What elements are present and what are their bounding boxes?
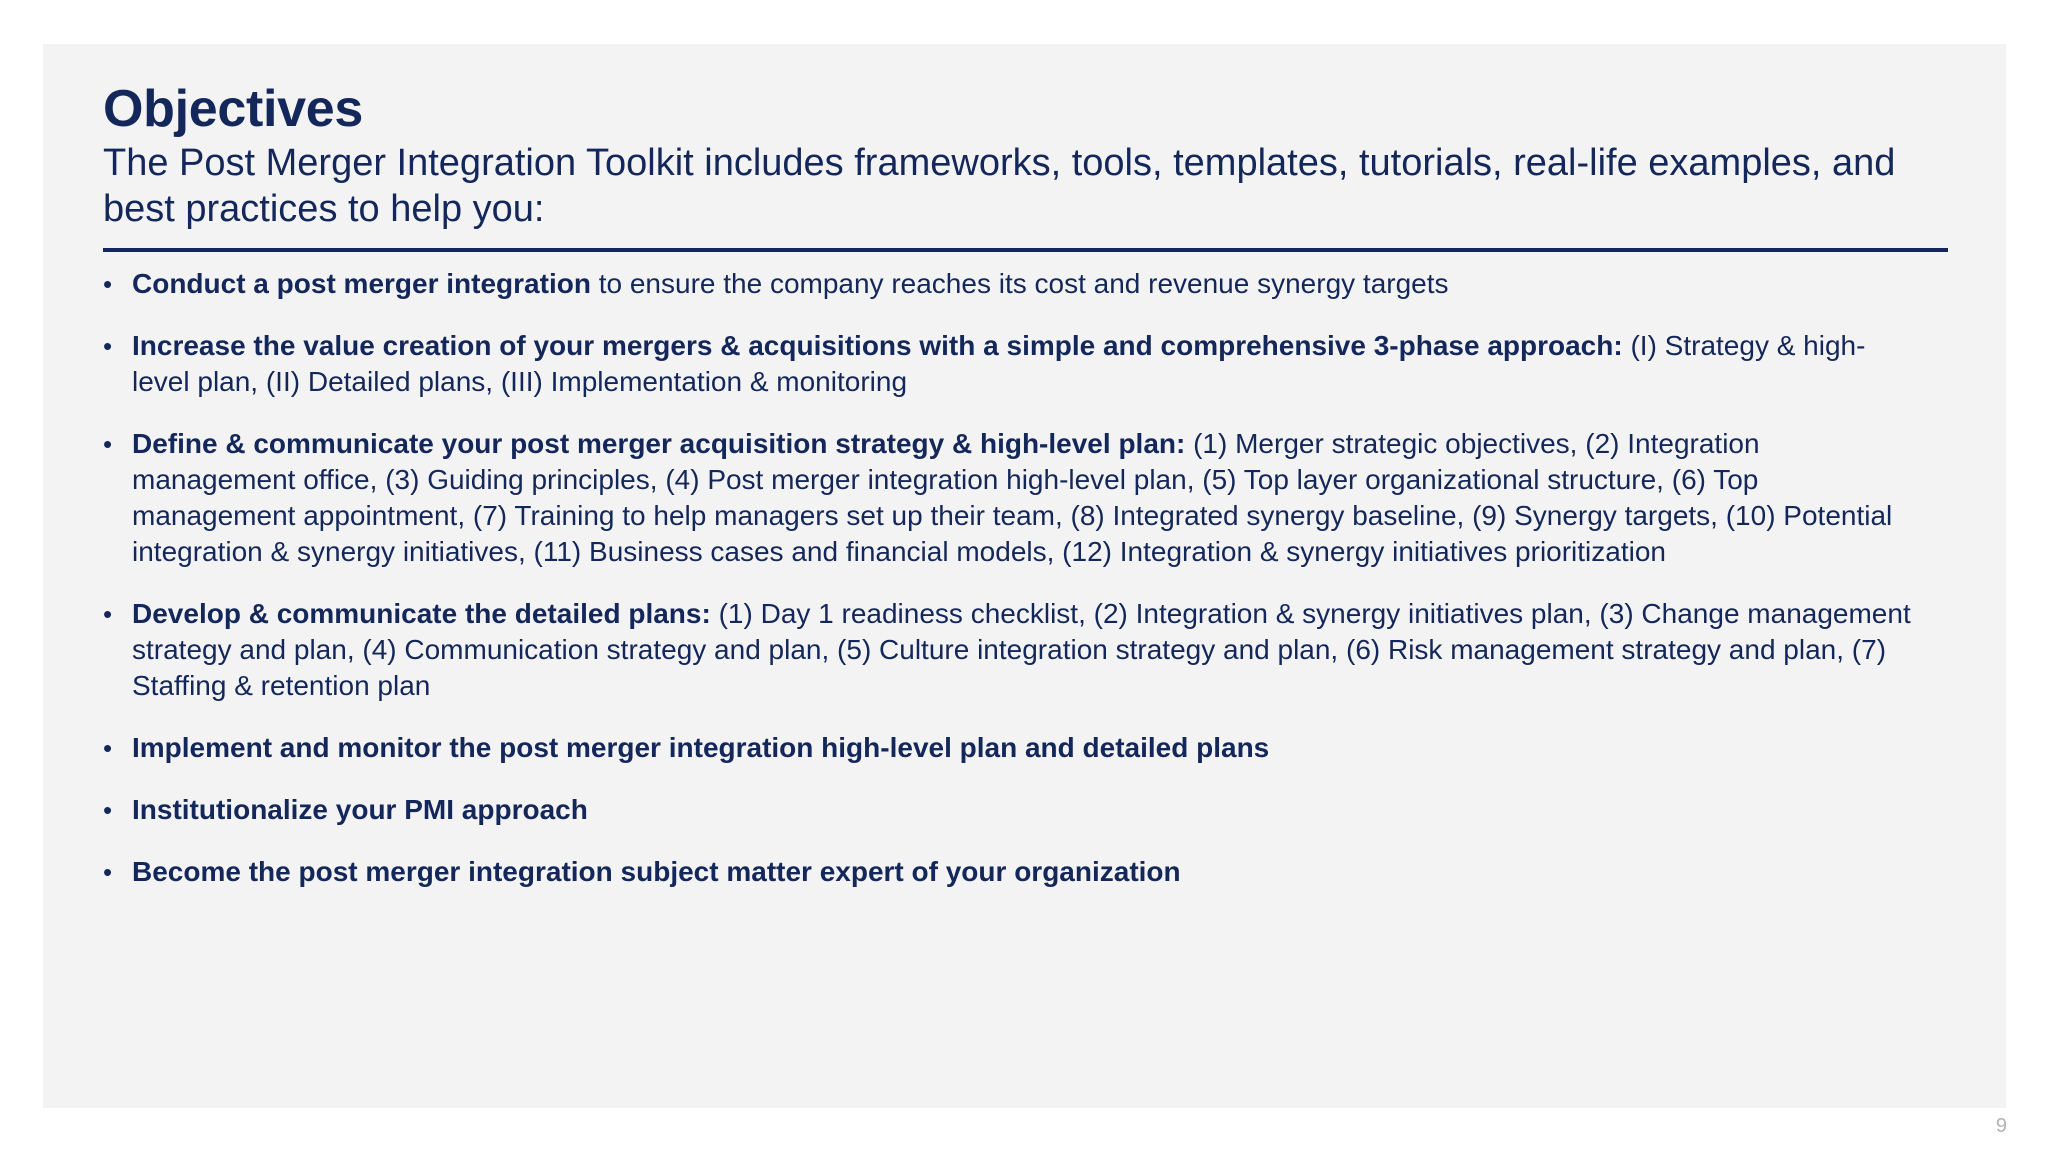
slide-subtitle: The Post Merger Integration Toolkit includes frameworks, tools, templates, tutorials, real-life examples, and best practices to help you: xyxy=(103,142,1896,230)
bullet-bold-text: Define & communicate your post merger acquisition strategy & high-level plan: xyxy=(132,428,1186,459)
list-item xyxy=(103,792,1923,828)
bullet-text: (1) Day 1 readiness checklist, (2) Integration & synergy initiatives plan, (3) Change management strategy and plan, (4) Communication strategy and plan, (5) Culture integration strategy and plan, (6) Risk management strategy and plan, (7) Staffing & retention plan xyxy=(132,598,1911,701)
list-item xyxy=(103,854,1923,890)
bullet-text: to ensure the company reaches its cost and revenue synergy targets xyxy=(590,268,1449,299)
slide-header xyxy=(103,78,1951,232)
list-item xyxy=(103,426,1923,570)
list-item xyxy=(103,328,1923,400)
bullet-text: (1) Merger strategic objectives, (2) Integration management office, (3) Guiding principles, (4) Post merger integration high-level plan, (5) Top layer organizational structure, (6) Top management appointment, (7) Training to help managers set up their team, (8) Integrated synergy baseline, (9) Synergy targets, (10) Potential integration & synergy initiatives, (11) Business cases and financial models, (12) Integration & synergy initiatives prioritization xyxy=(132,428,1893,567)
slide-title: Objectives xyxy=(103,80,364,138)
bullet-bold-text: Become the post merger integration subject matter expert of your organization xyxy=(132,856,1181,887)
bullet-icon: • xyxy=(103,857,113,887)
list-item xyxy=(103,596,1923,704)
bullet-icon: • xyxy=(103,331,113,361)
bullet-bold-text: Implement and monitor the post merger integration high-level plan and detailed plans xyxy=(132,732,1270,763)
bullet-icon: • xyxy=(103,269,113,299)
bullet-text: (I) Strategy & high-level plan, (II) Detailed plans, (III) Implementation & monitoring xyxy=(132,330,1866,397)
bullet-icon: • xyxy=(103,599,113,629)
header-divider xyxy=(103,248,1948,252)
bullet-bold-text: Institutionalize your PMI approach xyxy=(132,794,588,825)
bullet-icon: • xyxy=(103,733,113,763)
bullet-bold-text: Develop & communicate the detailed plans: xyxy=(132,598,711,629)
list-item xyxy=(103,730,1923,766)
bullet-icon: • xyxy=(103,795,113,825)
objectives-list xyxy=(103,266,1923,916)
list-item xyxy=(103,266,1923,302)
bullet-icon: • xyxy=(103,429,113,459)
bullet-bold-text: Conduct a post merger integration xyxy=(132,268,591,299)
bullet-bold-text: Increase the value creation of your mergers & acquisitions with a simple and comprehensive 3-phase approach: xyxy=(132,330,1623,361)
page-number: 9 xyxy=(1995,1115,2007,1137)
